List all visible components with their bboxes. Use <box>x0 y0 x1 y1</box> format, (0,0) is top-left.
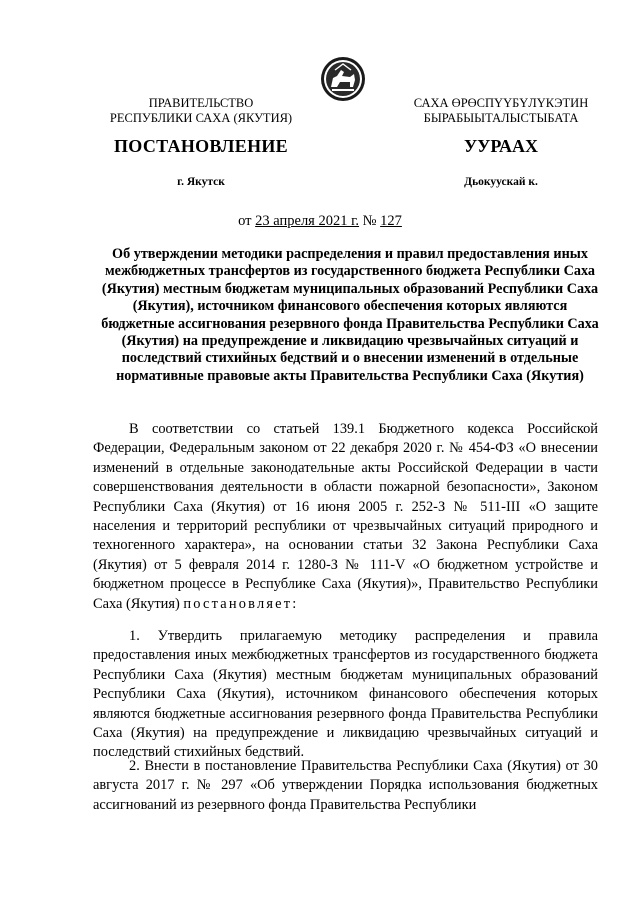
clause-1-paragraph <box>93 627 598 763</box>
clause-2-text: 2. Внести в постановление Правительства Республики Саха (Якутия) от 30 августа 2017 г. № 297 «Об утверждении Порядка использования бюджетных ассигнований из резервного фонда Правительства Республики <box>93 758 598 813</box>
preamble-paragraph <box>93 420 598 614</box>
government-name-ru-line1: ПРАВИТЕЛЬСТВО <box>148 96 254 110</box>
clause-1-text: 1. Утвердить прилагаемую методику распределения и правила предоставления иных межбюджетных трансфертов из государственного бюджета Республики Саха (Якутия) местным бюджетам муниципальных образований Республики Саха (Якутия), источником финансового обеспечения которых являются бюджетные ассигнования резервного фонда Правительства Республики Саха (Якутия) на предупреждение и ликвидацию чрезвычайных ситуаций и последствий стихийных бедствий. <box>93 628 598 761</box>
document-type-ru: ПОСТАНОВЛЕНИЕ <box>114 136 288 156</box>
document-date: 23 апреля 2021 г. <box>255 213 360 229</box>
city-ru: г. Якутск <box>177 176 225 188</box>
coat-of-arms-icon <box>320 56 366 102</box>
government-name-sakha-line1: САХА ӨРӨСПҮҮБҮЛҮКЭТИН <box>413 96 589 110</box>
document-dateline <box>0 213 640 230</box>
document-type-sakha: УУРААХ <box>463 136 539 156</box>
preamble-text: В соответствии со статьей 139.1 Бюджетного кодекса Российской Федерации, Федеральным законом от 22 декабря 2020 г. № 454-ФЗ «О внесении изменений в отдельные законодательные акты Российской Федерации в части совершенствования деятельности в области пожарной безопасности», Законом Республики Саха (Якутия) от 16 июня 2005 г. 252-З № 511-III «О защите населения и территорий республики от чрезвычайных ситуаций природного и техногенного характера», на основании статьи 32 Закона Республики Саха (Якутия) от 5 февраля 2014 г. 1280-З № 111-V «О бюджетном устройстве и бюджетном процессе в Республике Саха (Якутия)», Правительство Республики Саха (Якутия) <box>93 421 598 612</box>
clause-2-paragraph <box>93 757 598 815</box>
government-name-sakha <box>390 96 612 126</box>
government-name-ru-line2: РЕСПУБЛИКИ САХА (ЯКУТИЯ) <box>109 111 293 125</box>
government-name-ru <box>90 96 312 126</box>
document-number: 127 <box>380 213 402 229</box>
resolves-word: постановляет: <box>183 595 299 612</box>
dateline-prefix: от <box>238 213 256 229</box>
city-sakha: Дьокуускай к. <box>464 176 538 188</box>
document-subject: Об утверждении методики распределения и правил предоставления иных межбюджетных трансфертов из государственного бюджета Республики Саха (Якутия) местным бюджетам муниципальных образований Республики Саха (Якутия), источником финансового обеспечения которых являются бюджетные ассигнования резервного фонда Правительства Республики Саха (Якутия) на предупреждение и ликвидацию чрезвычайных ситуаций и последствий стихийных бедствий и о внесении изменений в отдельные нормативные правовые акты Правительства Республики Саха (Якутия) <box>101 246 599 384</box>
dateline-number-sign: № <box>359 213 381 229</box>
government-name-sakha-line2: БЫРАБЫЫТАЛЫСТЫБАТА <box>423 111 579 125</box>
